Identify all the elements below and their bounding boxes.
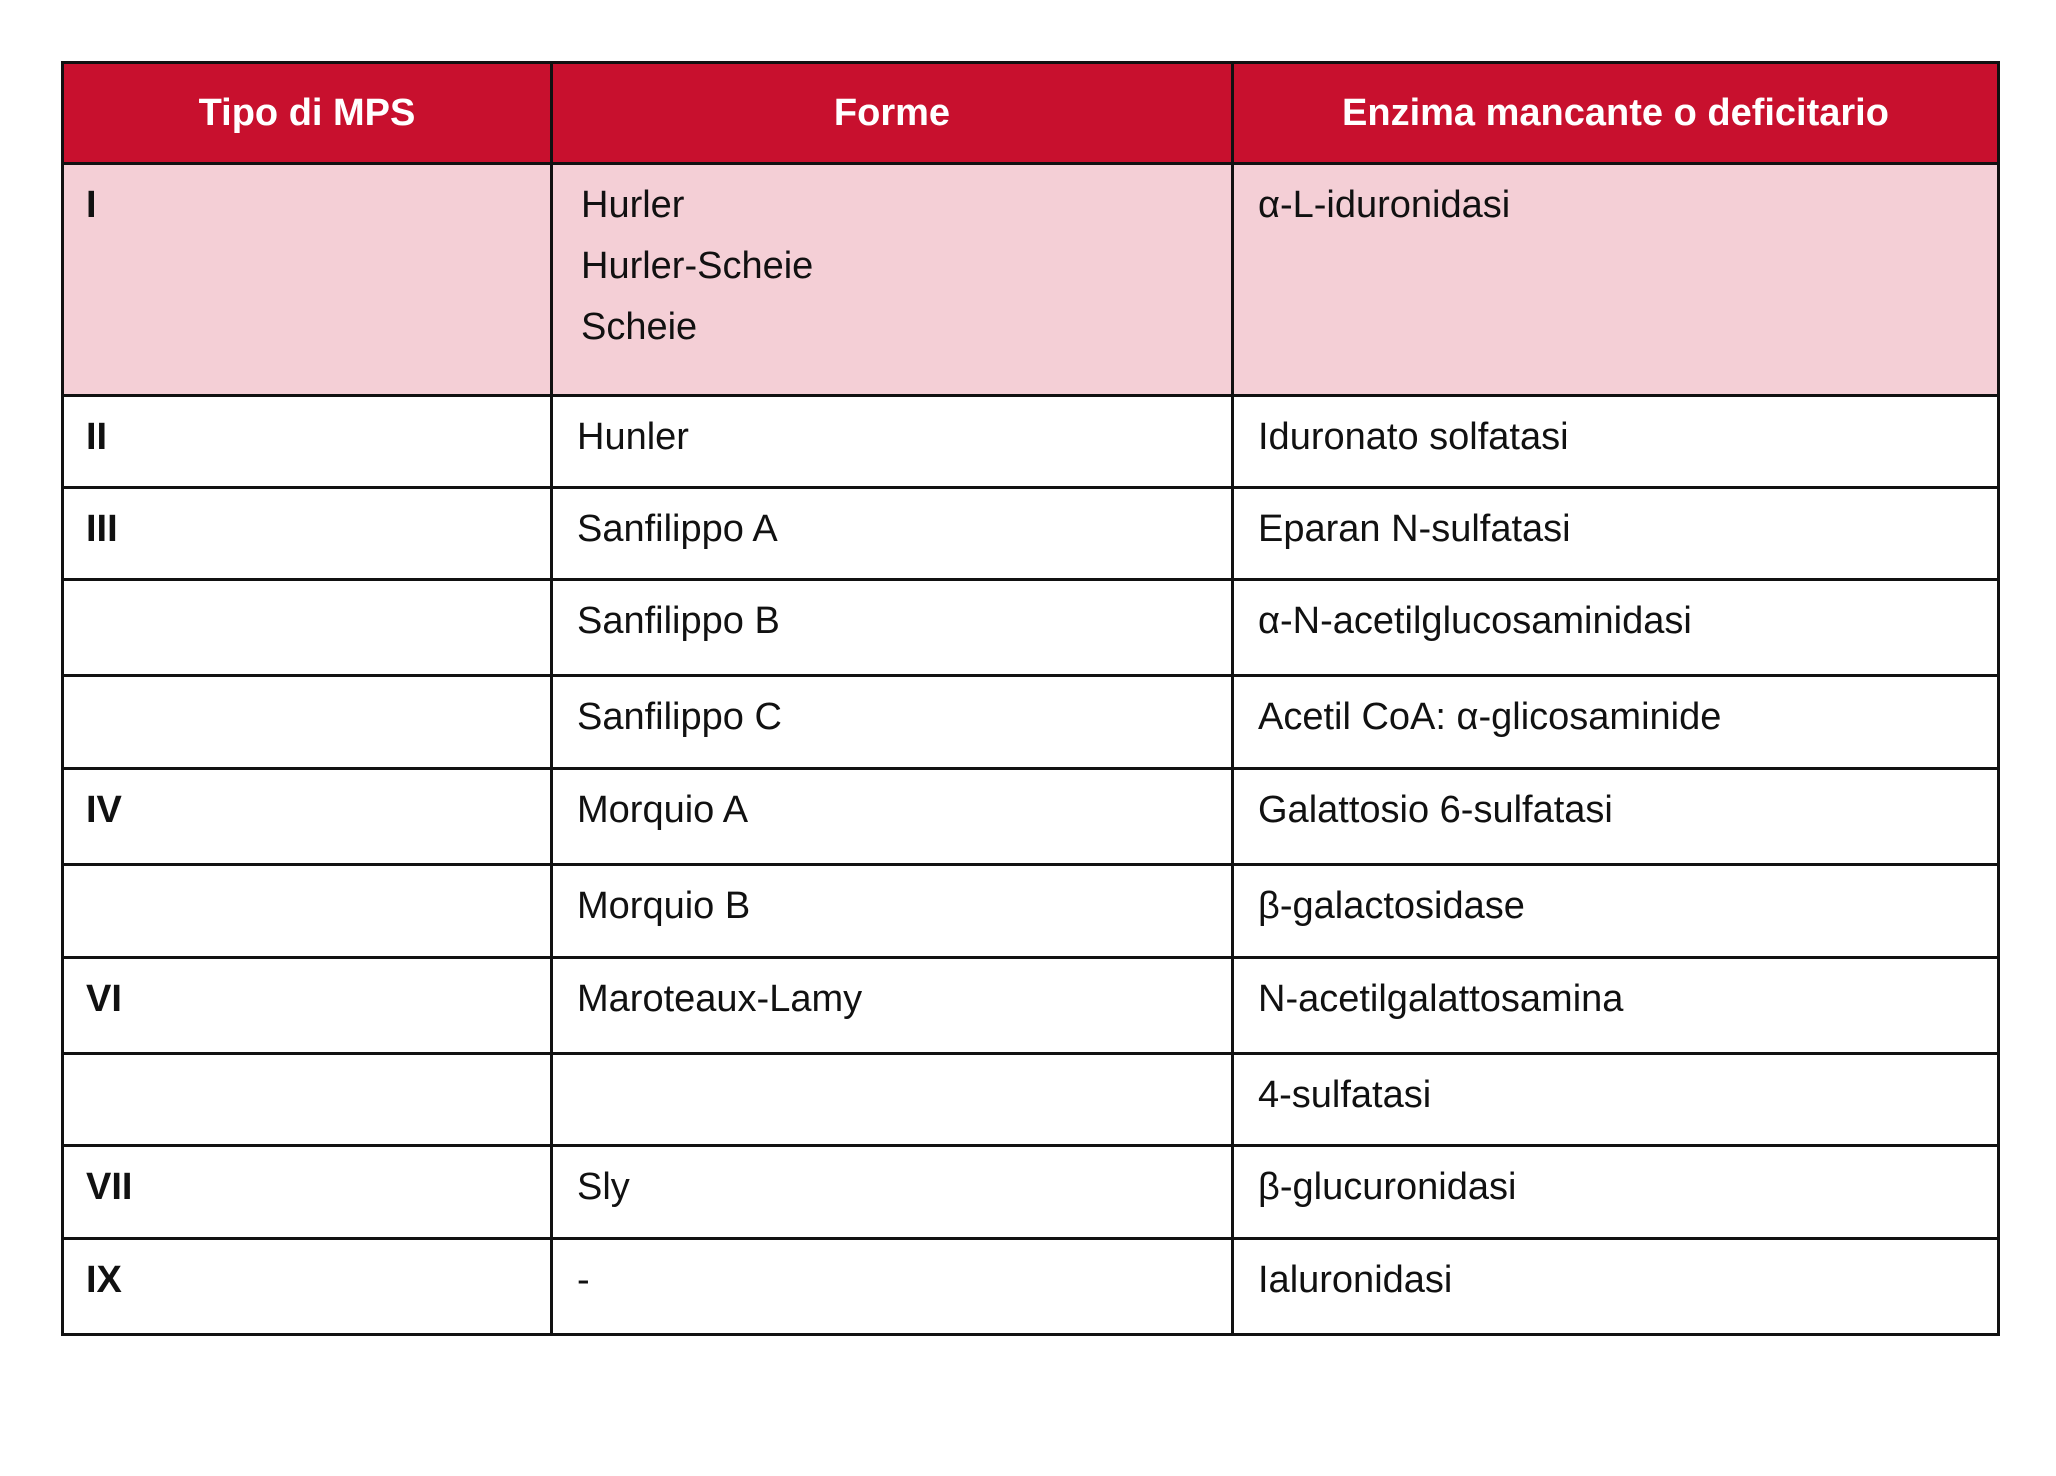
table-row	[63, 1054, 1999, 1146]
type-cell	[63, 580, 552, 676]
table-header	[63, 63, 1999, 164]
forms-cell: Hunler	[552, 396, 1233, 488]
type-cell	[63, 1054, 552, 1146]
table-row	[63, 769, 1999, 865]
table-row	[63, 396, 1999, 488]
enzyme-cell: β-glucuronidasi	[1233, 1146, 1999, 1239]
enzyme-cell: α-N-acetilglucosaminidasi	[1233, 580, 1999, 676]
header-enzima: Enzima mancante o deficitario	[1233, 63, 1999, 164]
type-cell: VII	[63, 1146, 552, 1239]
type-cell: VI	[63, 958, 552, 1054]
forms-cell	[552, 1054, 1233, 1146]
forms-cell: Sly	[552, 1146, 1233, 1239]
mps-table	[61, 61, 2000, 1336]
table-body	[63, 164, 1999, 1335]
form-item: Scheie	[581, 306, 698, 348]
forms-cell: Sanfilippo A	[552, 488, 1233, 580]
enzyme-cell: 4-sulfatasi	[1233, 1054, 1999, 1146]
table-row	[63, 164, 1999, 396]
form-item: Hurler	[581, 184, 685, 226]
forms-cell: Morquio B	[552, 865, 1233, 958]
type-cell	[63, 865, 552, 958]
forms-cell: Morquio A	[552, 769, 1233, 865]
forms-cell: Sanfilippo B	[552, 580, 1233, 676]
enzyme-cell: Ialuronidasi	[1233, 1239, 1999, 1335]
forms-list	[577, 169, 1211, 364]
enzyme-cell: Galattosio 6-sulfatasi	[1233, 769, 1999, 865]
table-row	[63, 580, 1999, 676]
forms-cell: Maroteaux-Lamy	[552, 958, 1233, 1054]
table-row	[63, 1239, 1999, 1335]
type-cell: II	[63, 396, 552, 488]
table-row	[63, 488, 1999, 580]
header-row	[63, 63, 1999, 164]
type-cell: IV	[63, 769, 552, 865]
type-cell	[63, 676, 552, 769]
type-cell: I	[63, 164, 552, 396]
forms-cell	[552, 164, 1233, 396]
header-tipo-di-mps: Tipo di MPS	[63, 63, 552, 164]
enzyme-cell: N-acetilgalattosamina	[1233, 958, 1999, 1054]
enzyme-cell: Eparan N-sulfatasi	[1233, 488, 1999, 580]
header-forme: Forme	[552, 63, 1233, 164]
table-row	[63, 958, 1999, 1054]
table-row	[63, 865, 1999, 958]
table-row	[63, 1146, 1999, 1239]
enzyme-cell: α-L-iduronidasi	[1233, 164, 1999, 396]
form-item: Hurler-Scheie	[581, 245, 814, 287]
forms-cell: Sanfilippo C	[552, 676, 1233, 769]
enzyme-cell: Acetil CoA: α-glicosaminide	[1233, 676, 1999, 769]
type-cell: III	[63, 488, 552, 580]
table-row	[63, 676, 1999, 769]
enzyme-cell: Iduronato solfatasi	[1233, 396, 1999, 488]
forms-cell: -	[552, 1239, 1233, 1335]
enzyme-cell: β-galactosidase	[1233, 865, 1999, 958]
type-cell: IX	[63, 1239, 552, 1335]
